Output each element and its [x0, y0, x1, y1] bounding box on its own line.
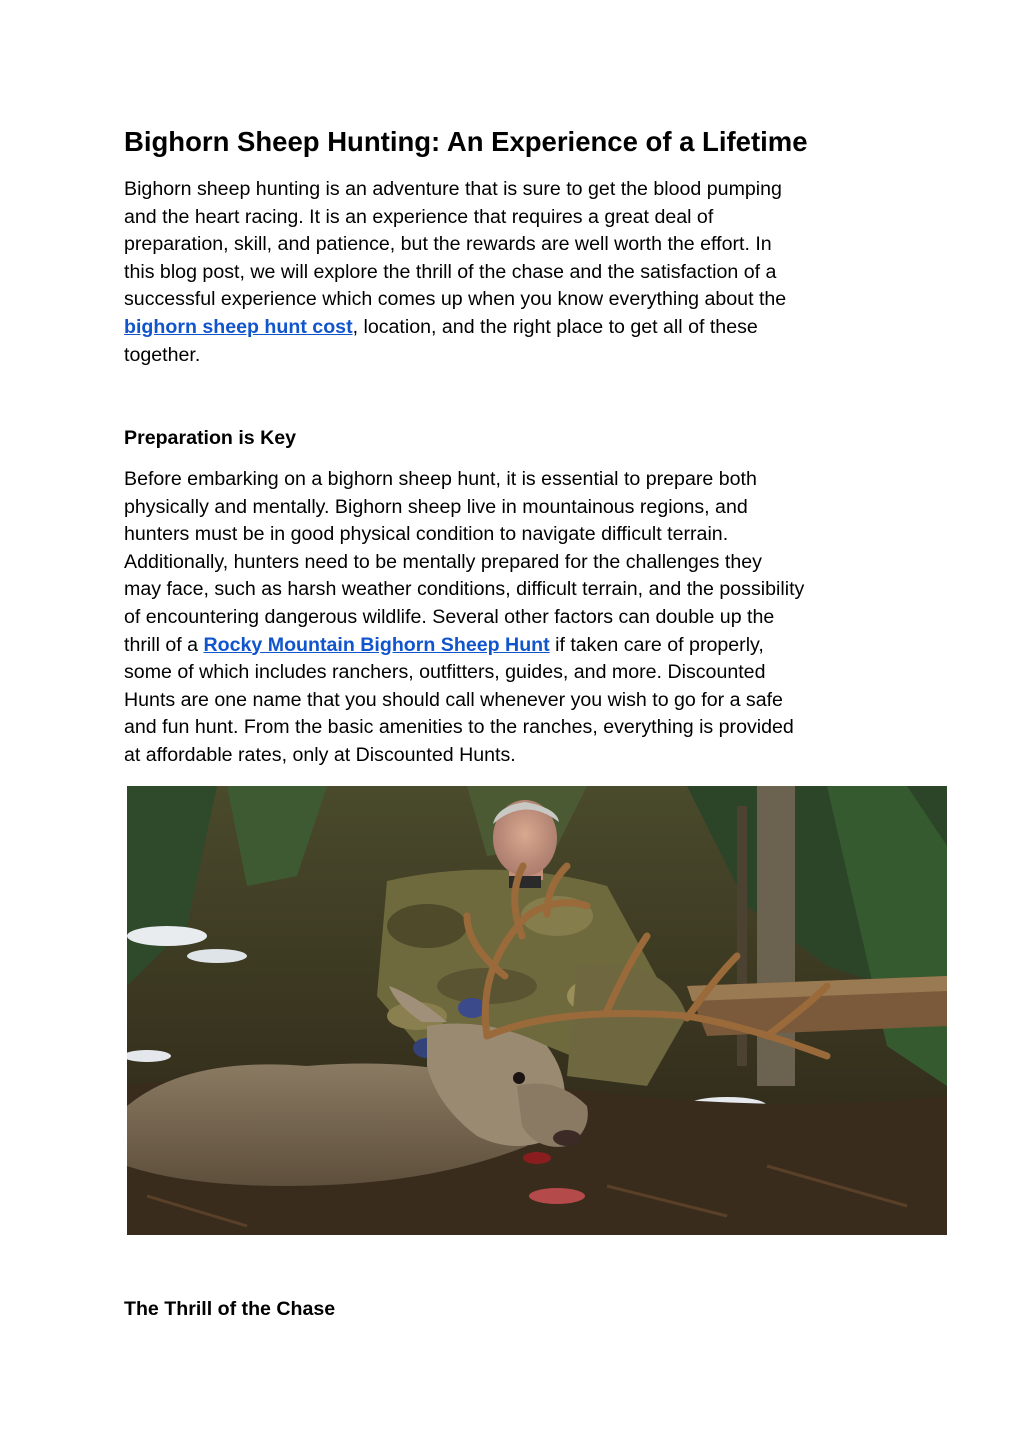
preparation-line: Hunts are one name that you should call whenever you wish to go for a safe — [124, 688, 783, 711]
preparation-line-with-link — [124, 632, 924, 660]
intro-line: and the heart racing. It is an experience that requires a great deal of — [124, 205, 714, 228]
section-heading-preparation: Preparation is Key — [124, 427, 297, 449]
intro-line-with-link — [124, 314, 924, 342]
intro-line: Bighorn sheep hunting is an adventure that is sure to get the blood pumping — [124, 178, 782, 200]
hunter-with-deer-illustration — [127, 786, 947, 1235]
preparation-paragraph — [124, 466, 924, 770]
preparation-line: at affordable rates, only at Discounted Hunts. — [124, 743, 516, 766]
intro-line: successful experience which comes up when you know everything about the — [124, 288, 787, 311]
hunter-with-deer-photo — [127, 786, 947, 1235]
rocky-mountain-bighorn-sheep-hunt-link[interactable]: Rocky Mountain Bighorn Sheep Hunt — [203, 633, 550, 656]
intro-line: this blog post, we will explore the thrill of the chase and the satisfaction of a — [124, 260, 777, 283]
intro-paragraph — [124, 176, 924, 369]
section-heading-thrill: The Thrill of the Chase — [124, 1298, 336, 1320]
preparation-line: Before embarking on a bighorn sheep hunt, it is essential to prepare both — [124, 468, 757, 490]
intro-line-tail: , location, and the right place to get all of these — [352, 315, 758, 338]
intro-line: together. — [124, 343, 201, 366]
preparation-line: may face, such as harsh weather conditions, difficult terrain, and the possibility — [124, 578, 805, 601]
preparation-line: hunters must be in good physical condition to navigate difficult terrain. — [124, 523, 729, 546]
preparation-line: some of which includes ranchers, outfitters, guides, and more. Discounted — [124, 661, 766, 684]
preparation-line: of encountering dangerous wildlife. Several other factors can double up the — [124, 605, 775, 628]
preparation-line-head: thrill of a — [124, 633, 204, 656]
preparation-line: Additionally, hunters need to be mentally prepared for the challenges they — [124, 550, 762, 573]
intro-line: preparation, skill, and patience, but the rewards are well worth the effort. In — [124, 233, 772, 256]
preparation-line-tail: if taken care of properly, — [549, 633, 764, 656]
bighorn-sheep-hunt-cost-link[interactable]: bighorn sheep hunt cost — [124, 315, 353, 338]
page-title: Bighorn Sheep Hunting: An Experience of a Lifetime — [124, 126, 808, 157]
preparation-line: physically and mentally. Bighorn sheep live in mountainous regions, and — [124, 495, 748, 518]
preparation-line: and fun hunt. From the basic amenities to the ranches, everything is provided — [124, 716, 794, 739]
